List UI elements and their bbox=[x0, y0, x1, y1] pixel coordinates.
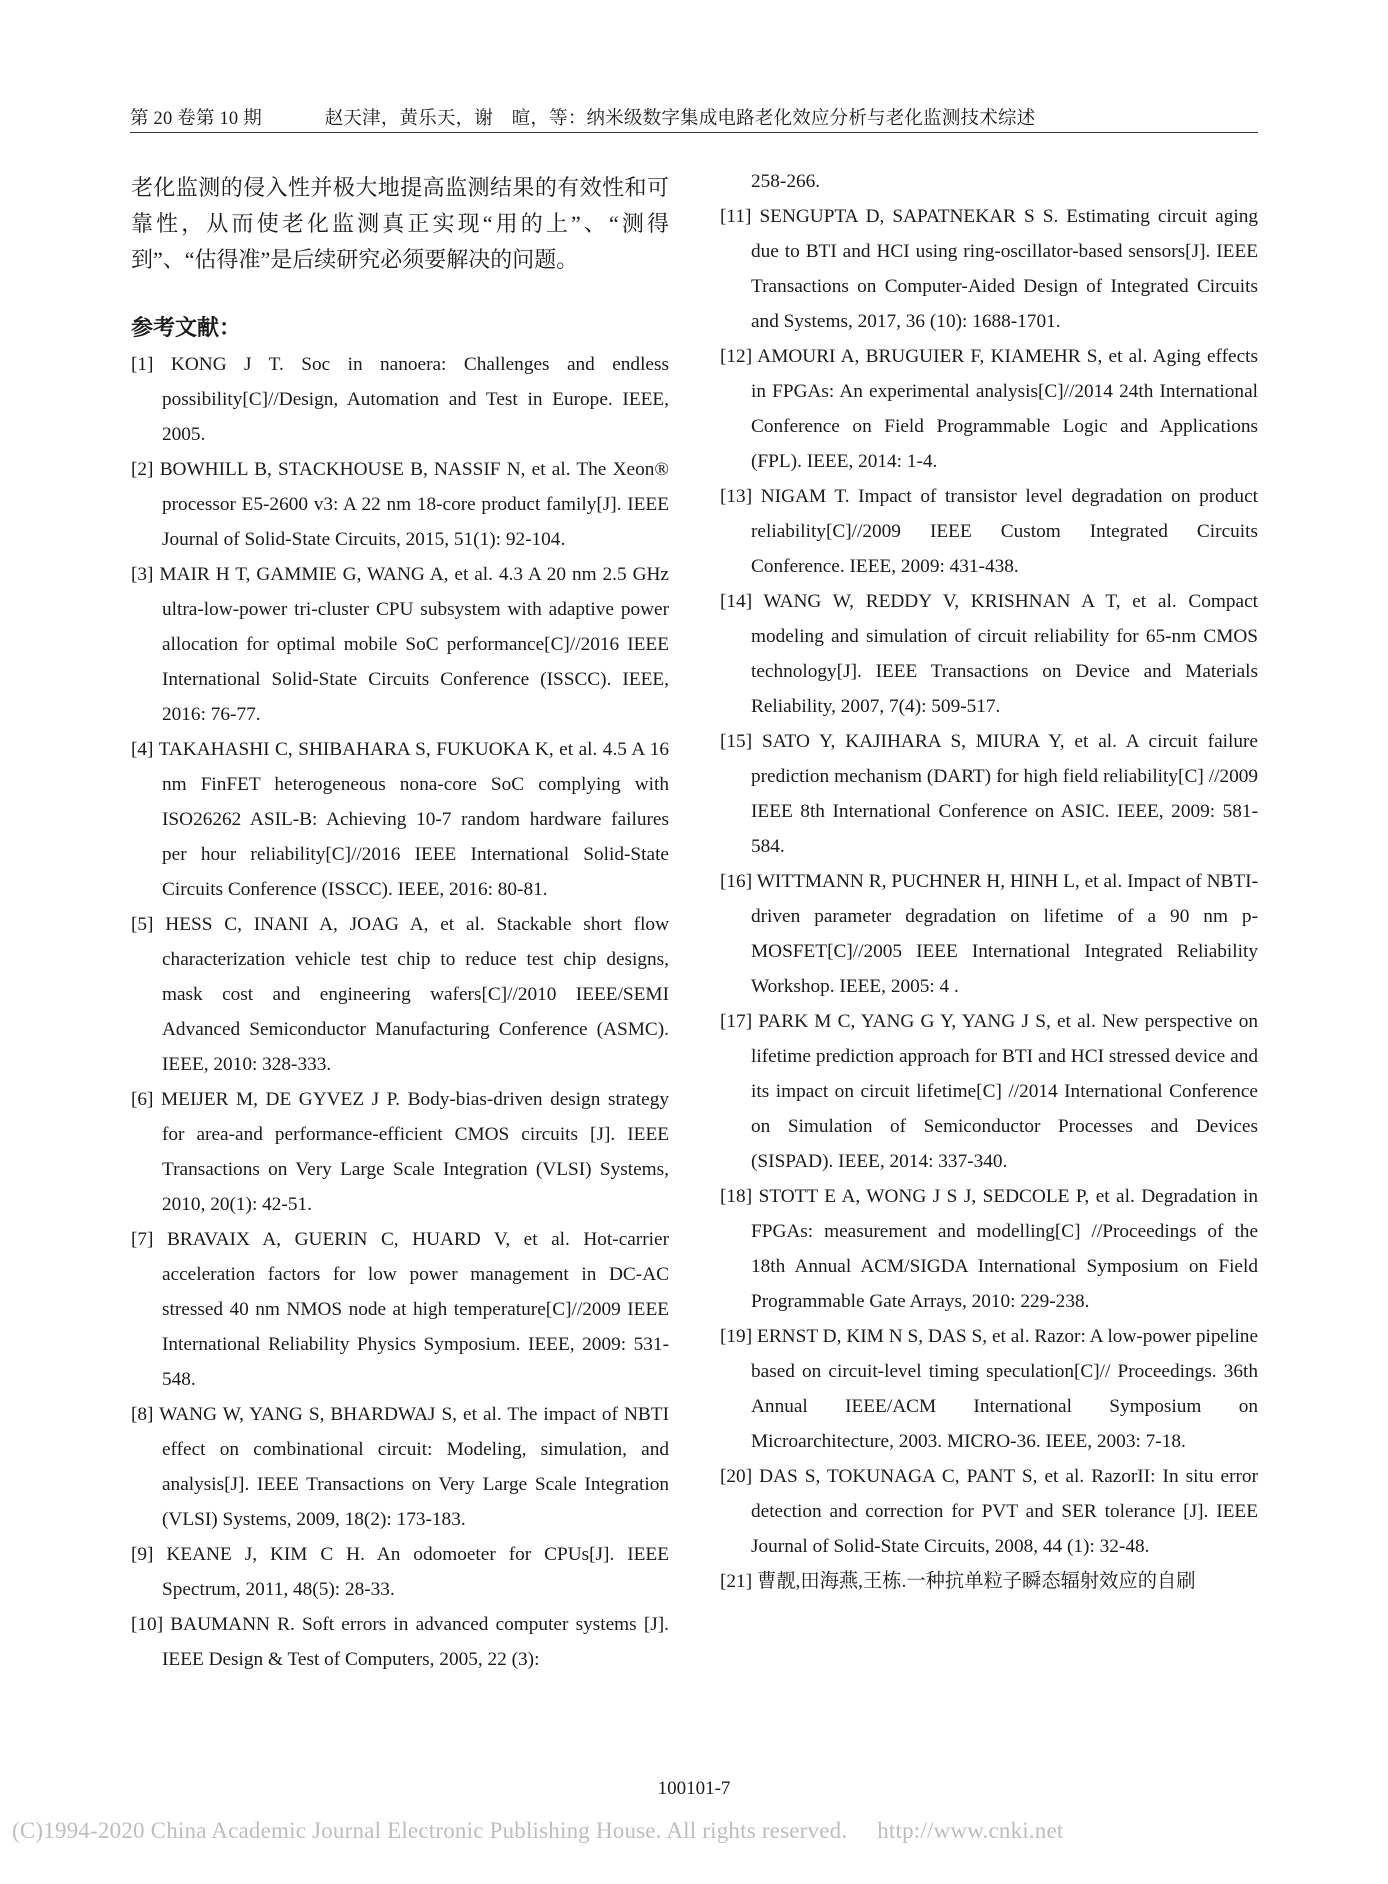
reference-item: [21] 曹靓,田海燕,王栋.一种抗单粒子瞬态辐射效应的自刷 bbox=[720, 1571, 1196, 1592]
reference-item: [20] DAS S, TOKUNAGA C, PANT S, et al. RazorII: In situ error detection and correction for PVT and SER tolerance [J]. IEEE Journal of Solid-State Circuits, 2008, 44 (1): 32-48. bbox=[720, 1466, 1258, 1557]
reference-item: [3] MAIR H T, GAMMIE G, WANG A, et al. 4.3 A 20 nm 2.5 GHz ultra-low-power tri-cluster CPU subsystem with adaptive power allocation for optimal mobile SoC performance[C]//2016 IEEE International Solid-State Circuits Conference (ISSCC). IEEE, 2016: 76-77. bbox=[131, 564, 669, 725]
reference-item: [1] KONG J T. Soc in nanoera: Challenges and endless possibility[C]//Design, Automation and Test in Europe. IEEE, 2005. bbox=[131, 354, 669, 445]
header-rule bbox=[130, 132, 1258, 133]
body-paragraph: 老化监测的侵入性并极大地提高监测结果的有效性和可靠性，从而使老化监测真正实现“用的上”、“测得到”、“估得准”是后续研究必须要解决的问题。 bbox=[131, 175, 669, 272]
reference-item: [15] SATO Y, KAJIHARA S, MIURA Y, et al. A circuit failure prediction mechanism (DART) for high field reliability[C] //2009 IEEE 8th International Conference on ASIC. IEEE, 2009: 581-584. bbox=[720, 731, 1258, 857]
reference-item: [5] HESS C, INANI A, JOAG A, et al. Stackable short flow characterization vehicle test chip to reduce test chip designs, mask cost and engineering wafers[C]//2010 IEEE/SEMI Advanced Semiconductor Manufacturing Conference (ASMC). IEEE, 2010: 328-333. bbox=[131, 914, 669, 1075]
reference-item: [14] WANG W, REDDY V, KRISHNAN A T, et al. Compact modeling and simulation of circuit reliability for 65-nm CMOS technology[J]. IEEE Transactions on Device and Materials Reliability, 2007, 7(4): 509-517. bbox=[720, 591, 1258, 717]
references-heading: 参考文献： bbox=[131, 315, 242, 340]
running-title: 赵天津，黄乐天，谢 暄，等：纳米级数字集成电路老化效应分析与老化监测技术综述 bbox=[324, 109, 1036, 129]
reference-continuation: 258-266. bbox=[751, 171, 821, 192]
reference-item: [7] BRAVAIX A, GUERIN C, HUARD V, et al. Hot-carrier acceleration factors for low power management in DC-AC stressed 40 nm NMOS node at high temperature[C]//2009 IEEE International Reliability Physics Symposium. IEEE, 2009: 531-548. bbox=[131, 1229, 669, 1390]
reference-item: [4] TAKAHASHI C, SHIBAHARA S, FUKUOKA K, et al. 4.5 A 16 nm FinFET heterogeneous nona-core SoC complying with ISO26262 ASIL-B: Achieving 10-7 random hardware failures per hour reliability[C]//2016 IEEE International Solid-State Circuits Conference (ISSCC). IEEE, 2016: 80-81. bbox=[131, 739, 669, 900]
source-url[interactable]: http://www.cnki.net bbox=[877, 1818, 1064, 1843]
reference-list-left bbox=[131, 347, 669, 1677]
reference-item: [11] SENGUPTA D, SAPATNEKAR S S. Estimating circuit aging due to BTI and HCI using ring-oscillator-based sensors[J]. IEEE Transactions on Computer-Aided Design of Integrated Circuits and Systems, 2017, 36 (10): 1688-1701. bbox=[720, 206, 1258, 332]
reference-item: [8] WANG W, YANG S, BHARDWAJ S, et al. The impact of NBTI effect on combinational circuit: Modeling, simulation, and analysis[J]. IEEE Transactions on Very Large Scale Integration (VLSI) Systems, 2009, 18(2): 173-183. bbox=[131, 1404, 669, 1530]
reference-item: [17] PARK M C, YANG G Y, YANG J S, et al. New perspective on lifetime prediction approach for BTI and HCI stressed device and its impact on circuit lifetime[C] //2014 International Conference on Simulation of Semiconductor Processes and Devices (SISPAD). IEEE, 2014: 337-340. bbox=[720, 1011, 1258, 1172]
reference-item: [6] MEIJER M, DE GYVEZ J P. Body-bias-driven design strategy for area-and performance-efficient CMOS circuits [J]. IEEE Transactions on Very Large Scale Integration (VLSI) Systems, 2010, 20(1): 42-51. bbox=[131, 1089, 669, 1215]
reference-item: [10] BAUMANN R. Soft errors in advanced computer systems [J]. IEEE Design & Test of Computers, 2005, 22 (3): bbox=[131, 1614, 669, 1670]
volume-issue: 第 20 卷第 10 期 bbox=[130, 109, 262, 129]
right-column bbox=[720, 164, 1258, 1599]
reference-item: [9] KEANE J, KIM C H. An odomoeter for CPUs[J]. IEEE Spectrum, 2011, 48(5): 28-33. bbox=[131, 1544, 669, 1600]
reference-item: [18] STOTT E A, WONG J S J, SEDCOLE P, et al. Degradation in FPGAs: measurement and modelling[C] //Proceedings of the 18th Annual ACM/SIGDA International Symposium on Field Programmable Gate Arrays, 2010: 229-238. bbox=[720, 1186, 1258, 1312]
copyright-notice bbox=[12, 1818, 1064, 1844]
running-head bbox=[130, 104, 1260, 130]
page-number: 100101-7 bbox=[657, 1778, 731, 1799]
copyright-text: (C)1994-2020 China Academic Journal Electronic Publishing House. All rights reserved. bbox=[12, 1818, 848, 1843]
reference-item: [16] WITTMANN R, PUCHNER H, HINH L, et al. Impact of NBTI-driven parameter degradation on lifetime of a 90 nm p-MOSFET[C]//2005 IEEE International Integrated Reliability Workshop. IEEE, 2005: 4 . bbox=[720, 871, 1258, 997]
reference-item: [13] NIGAM T. Impact of transistor level degradation on product reliability[C]//2009 IEEE Custom Integrated Circuits Conference. IEEE, 2009: 431-438. bbox=[720, 486, 1258, 577]
left-column bbox=[131, 164, 669, 1677]
reference-list-right bbox=[720, 199, 1258, 1599]
reference-item: [19] ERNST D, KIM N S, DAS S, et al. Razor: A low-power pipeline based on circuit-level timing speculation[C]// Proceedings. 36th Annual IEEE/ACM International Symposium on Microarchitecture, 2003. MICRO-36. IEEE, 2003: 7-18. bbox=[720, 1326, 1258, 1452]
reference-item: [2] BOWHILL B, STACKHOUSE B, NASSIF N, et al. The Xeon® processor E5-2600 v3: A 22 nm 18-core product family[J]. IEEE Journal of Solid-State Circuits, 2015, 51(1): 92-104. bbox=[131, 459, 669, 550]
reference-item: [12] AMOURI A, BRUGUIER F, KIAMEHR S, et al. Aging effects in FPGAs: An experimental analysis[C]//2014 24th International Conference on Field Programmable Logic and Applications (FPL). IEEE, 2014: 1-4. bbox=[720, 346, 1258, 472]
